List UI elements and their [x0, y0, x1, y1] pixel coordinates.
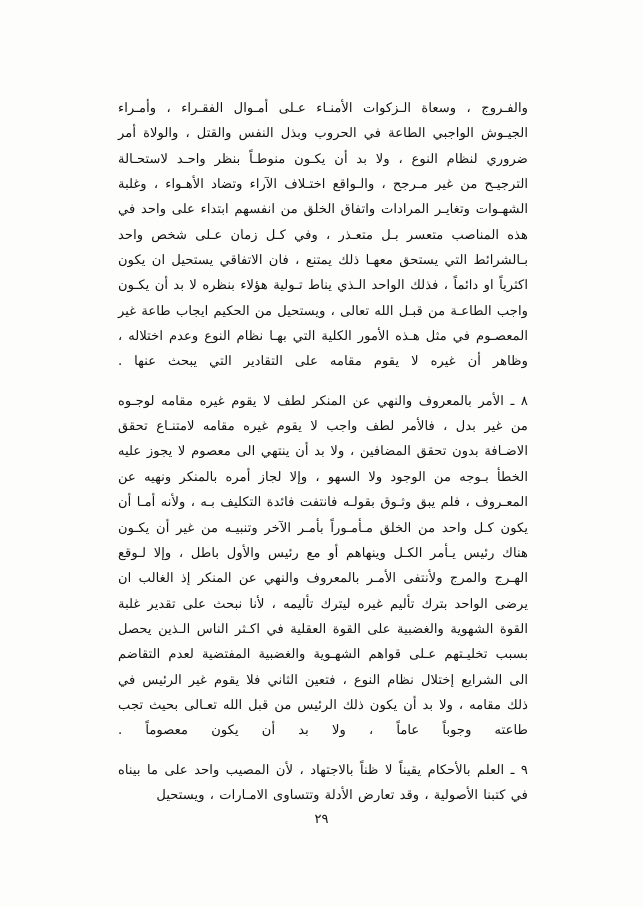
page-number: ٢٩	[314, 812, 329, 827]
paragraph-3: ٩ ـ العلم بالأحكام يقيناً لا ظناً بالاجتهاد ، لأن المصيب واحد على ما بيناه في كتبنا الأصولية ، وقد تعارض الأدلة وتتساوى الامـارات ، ويستحيل	[118, 762, 528, 803]
paragraph-2: ٨ ـ الأمر بالمعروف والنهي عن المنكر لطف لا يقوم غيره مقامه لوجـوه من غير بدل ، فالأمر لطف واجب لا يقوم غيره مقامه لامتنـاع تحقق الاضـافة بدون تحقق المضافين ، ولا بد أن ينتهي الى معصوم لا يجوز عليه الخطأ بـوجه من الوجود ولا السهو ، وإلا لجاز أمره بالمنكر ونهيه عن المعـروف ، فلم يبق وثـوق بقولـه فانتفت فائدة التكليف بـه ، ولأنه أمـا أن يكون كـل واحد من الخلق مـأمـوراً بأمـر الآخر وتنبيـه من غير أن يكـون هناك رئيس يـأمر الكـل وينهاهم أو مع رئيس والأول باطل ، وإلا لـوقع الهـرج والمرج ولأنتفى الأمـر بالمعروف والنهي عن المنكر إذ الغالب ان يرضى الواحد بترك تأليم غيره ليترك تأليمه ، لأنا نبحث على تقدير غلبة القوة الشهوية والغضبية على القوة العقلية في اكـثر الناس الـذين يحصل بسبب تخليـتهم عـلى قواهم الشهـوية والغضبية المفتضية لعدم التقاضم الى الشرايع إختلال نظام النوع ، فتعين الثاني فلا يقوم غير الرئيس في ذلك مقامه ، ولا بد أن يكون ذلك الرئيس من قبل الله تعـالى بحيث تجب طاعته وجوباً عاماً ، ولا بد أن يكون معصوماً .	[118, 393, 528, 739]
text-column	[118, 96, 528, 808]
paragraph-1: والفـروج ، وسعاة الـزكوات الأمنـاء عـلى أمـوال الفقـراء ، وأمـراء الجيـوش الواجبي الطاعة في الحروب وبذل النفس والقتل ، والولاة أمر ضروري لنظام النوع ، ولا بد أن يكـون منوطـاً بنظر واحـد لاستحـالة الترجيـح من غير مـرجح ، والـواقع اختـلاف الآراء وتضاد الأهـواء ، وغلبة الشهـوات وتغايـر المرادات واتفاق الخلق من انفسهم ابتداء على واحد في هذه المناصب متعسر بـل متعـذر ، وفي كـل زمان عـلى شخص واحد بـالشرائط التي يستحق معهـا ذلك يمتنع ، فان الاتفاقي يستحيل ان يكون اكثرياً او دائماً ، فذلك الواحد الـذي يناط تـولية هؤلاء بنظره لا بد أن يكـون واجب الطاعـة من قبـل الله تعالى ، ويستحيل من الحكيم ايجاب طاعة غير المعصـوم في مثل هـذه الأمور الكلية التي بهـا نظام النوع وعدم اختلاله ، وظاهر أن غيره لا يقوم مقامه على التقادير التي يبحث عنها .	[118, 101, 528, 370]
